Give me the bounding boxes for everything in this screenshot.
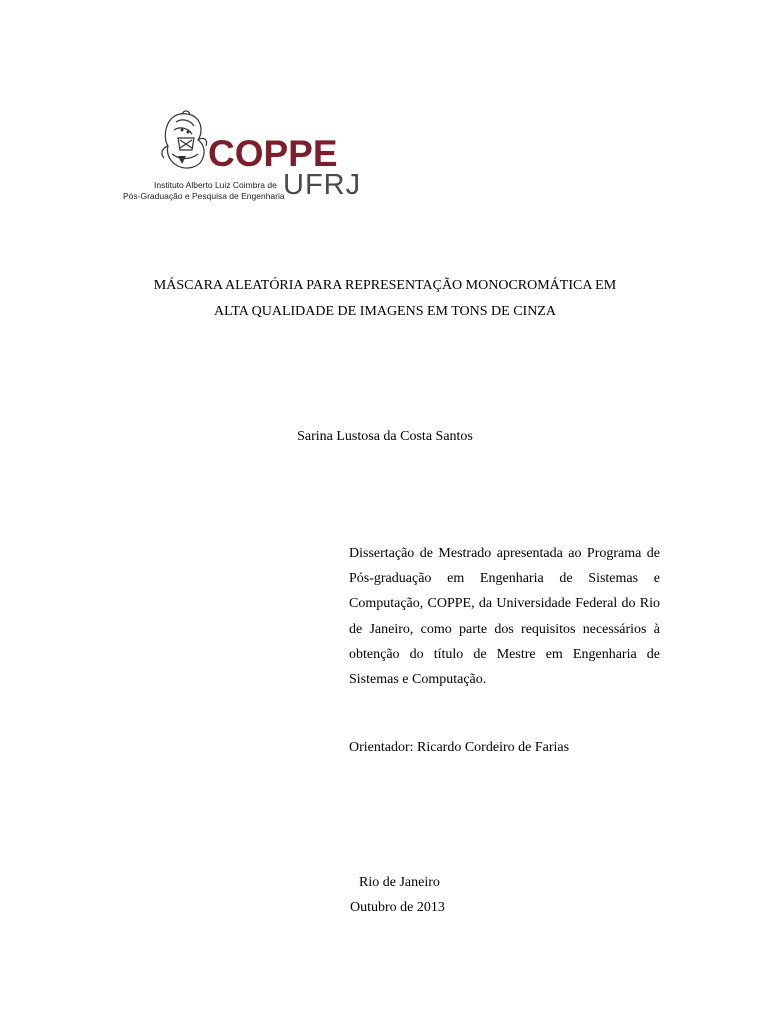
coppe-emblem-icon <box>158 110 210 172</box>
thesis-title-line2: ALTA QUALIDADE DE IMAGENS EM TONS DE CINZA <box>213 304 556 319</box>
coppe-wordmark: COPPE <box>208 133 338 174</box>
ufrj-wordmark: UFRJ <box>283 169 362 201</box>
place: Rio de Janeiro <box>359 875 440 890</box>
date: Outubro de 2013 <box>350 900 445 915</box>
dissertation-description: Dissertação de Mestrado apresentada ao Programa de Pós-graduação em Engenharia de Sistemas e Computação, COPPE, da Universidade Federal do Rio de Janeiro, como parte dos requisitos necessários à obtenção do título de Mestre em Engenharia de Sistemas e Computação. <box>349 546 660 688</box>
institute-name-line2: Pós-Graduação e Pesquisa de Engenharia <box>123 191 285 201</box>
coppe-ufrj-logo <box>120 108 360 204</box>
institute-name-line1: Instituto Alberto Luiz Coimbra de <box>154 180 277 190</box>
thesis-title-line1: MÁSCARA ALEATÓRIA PARA REPRESENTAÇÃO MONOCROMÁTICA EM <box>153 278 617 293</box>
author-name: Sarina Lustosa da Costa Santos <box>297 429 473 444</box>
advisor: Orientador: Ricardo Cordeiro de Farias <box>349 740 570 755</box>
